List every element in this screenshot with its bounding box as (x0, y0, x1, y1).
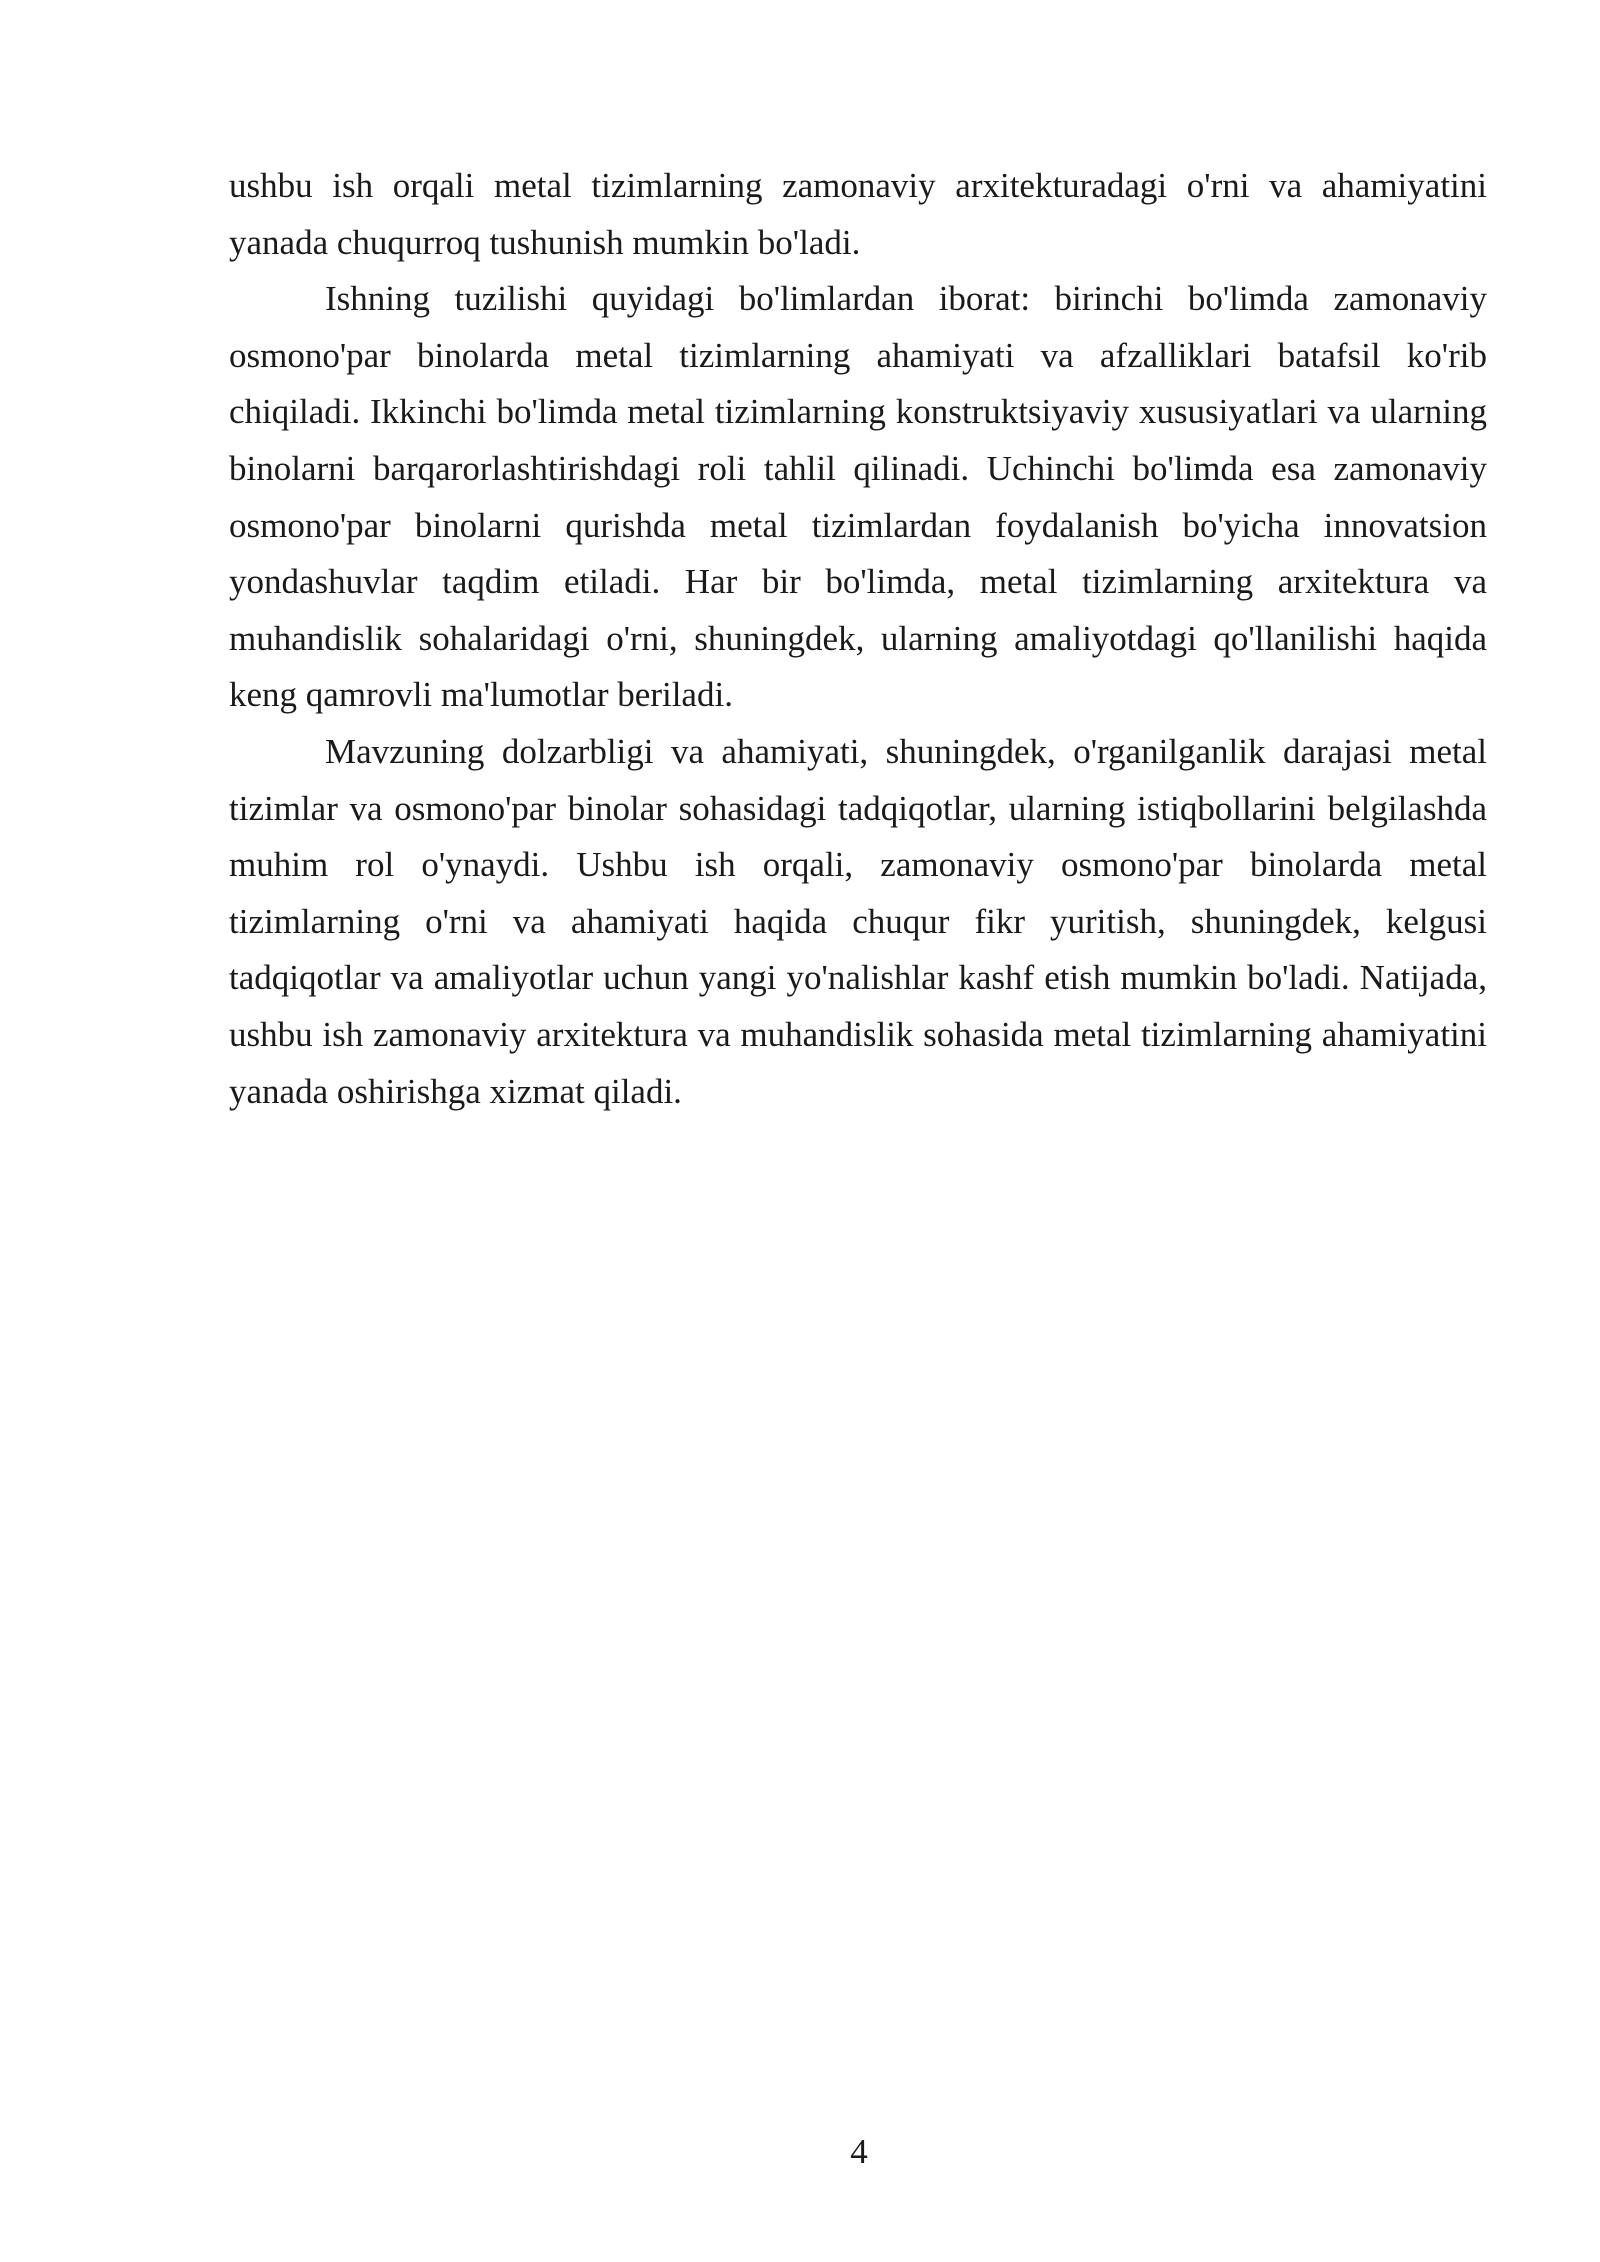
page-number: 4 (850, 2132, 868, 2171)
body-text (229, 158, 1487, 1120)
paragraph-relevance: Mavzuning dolzarbligi va ahamiyati, shuningdek, o'rganilganlik darajasi metal tizimlar va osmono'par binolar sohasidagi tadqiqotlar, ularning istiqbollarini belgilashda muhim rol o'ynaydi. Ushbu ish orqali, zamonaviy osmono'par binolarda metal tizimlarning o'rni va ahamiyati haqida chuqur fikr yuritish, shuningdek, kelgusi tadqiqotlar va amaliyotlar uchun yangi yo'nalishlar kashf etish mumkin bo'ladi. Natijada, ushbu ish zamonaviy arxitektura va muhandislik sohasida metal tizimlarning ahamiyatini yanada oshirishga xizmat qiladi. (229, 731, 1487, 1111)
paragraph-structure: Ishning tuzilishi quyidagi bo'limlardan iborat: birinchi bo'limda zamonaviy osmono'par binolarda metal tizimlarning ahamiyati va afzalliklari batafsil ko'rib chiqiladi. Ikkinchi bo'limda metal tizimlarning konstruktsiyaviy xususiyatlari va ularning binolarni barqarorlashtirishdagi roli tahlil qilinadi. Uchinchi bo'limda esa zamonaviy osmono'par binolarni qurishda metal tizimlardan foydalanish bo'yicha innovatsion yondashuvlar taqdim etiladi. Har bir bo'limda, metal tizimlarning arxitektura va muhandislik sohalaridagi o'rni, shuningdek, ularning amaliyotdagi qo'llanilishi haqida keng qamrovli ma'lumotlar beriladi. (229, 279, 1487, 715)
paragraph-continuation: ushbu ish orqali metal tizimlarning zamonaviy arxitekturadagi o'rni va ahamiyatini yanada chuqurroq tushunish mumkin bo'ladi. (229, 166, 1487, 262)
